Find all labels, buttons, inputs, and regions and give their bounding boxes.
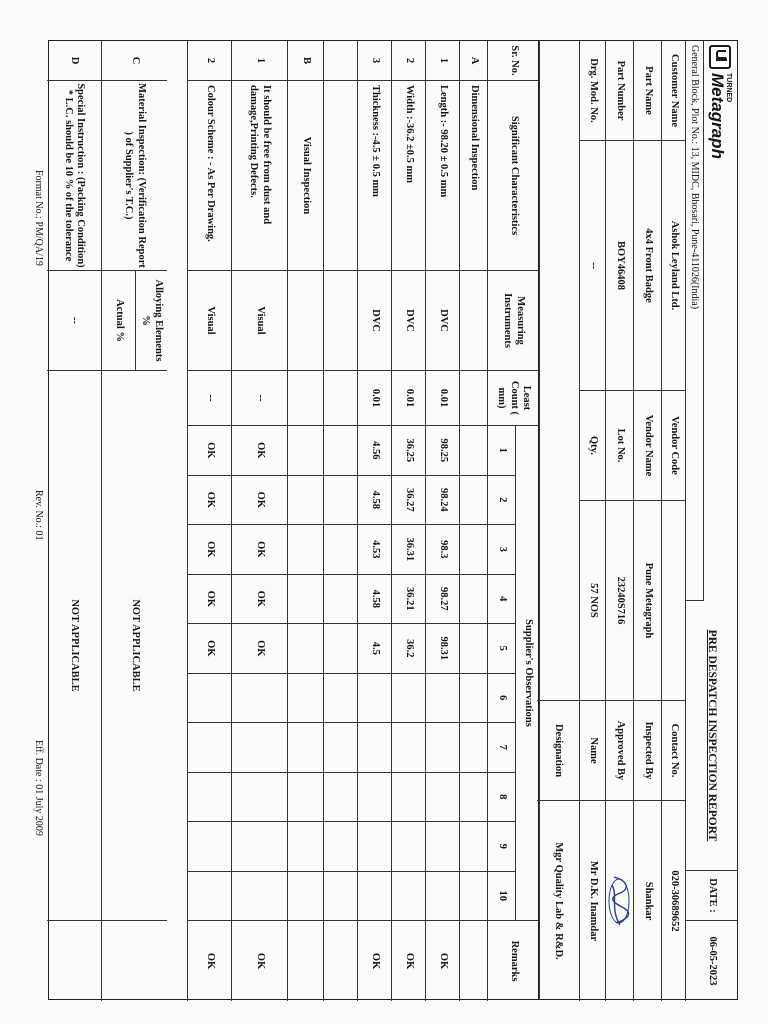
row-observation <box>287 426 323 476</box>
row-observation: 98.27 <box>425 575 459 625</box>
row-observation <box>323 822 357 872</box>
row-observation <box>459 822 487 872</box>
obs-number-header: 8 <box>487 773 515 823</box>
material-desc: Material Inspection: (Verification Report ) of Supplier's T.C.) <box>101 81 167 271</box>
row-observation <box>391 674 425 724</box>
name-value: Mr D.K. Inamdar <box>579 801 605 1001</box>
row-observation <box>231 674 287 724</box>
row-instrument <box>323 271 357 371</box>
col-lc-header: Least Count ( mm) <box>487 371 539 426</box>
qty-label: Qty. <box>579 391 605 501</box>
row-observation <box>357 674 391 724</box>
row-observation <box>425 822 459 872</box>
col-sr-header: Sr. No. <box>487 41 539 81</box>
row-observation <box>391 773 425 823</box>
obs-number-header: 10 <box>487 872 515 922</box>
special-desc: Special Instruction : (Packing Condition) * L.C. should be 10 % of the tolerance <box>47 81 101 271</box>
special-inst: -- <box>47 271 101 371</box>
approved-signature <box>605 801 633 1001</box>
row-observation: 4.5 <box>357 624 391 674</box>
row-characteristic: Length :- 98.20 ± 0.5 mm <box>425 81 459 271</box>
vendor-name-value: Pune Metagraph <box>633 501 661 701</box>
header-block <box>538 40 738 1000</box>
row-least-count <box>459 371 487 426</box>
row-observation: OK <box>187 575 231 625</box>
part-number-label: Part Number <box>605 41 633 141</box>
contact-label: Contact No. <box>661 701 685 801</box>
obs-number-header: 9 <box>487 822 515 872</box>
row-observation: 98.3 <box>425 525 459 575</box>
row-least-count <box>323 371 357 426</box>
row-sr: 1 <box>425 41 459 81</box>
lot-label: Lot No. <box>605 391 633 501</box>
logo-small-text: TURNED <box>725 73 733 103</box>
row-characteristic: Colour Scheme : - As Per Drawing. <box>187 81 231 271</box>
row-observation: 36.25 <box>391 426 425 476</box>
row-observation <box>323 674 357 724</box>
alloy-label: Alloying Elements % <box>135 271 167 371</box>
company-logo <box>710 45 732 159</box>
special-remarks <box>47 921 101 1001</box>
row-observation <box>323 575 357 625</box>
logo-word: Metagraph <box>708 73 727 159</box>
row-observation <box>391 822 425 872</box>
col-sig-header: Significant Characteristics <box>487 81 539 271</box>
material-not-applicable: NOT APPLICABLE <box>101 371 167 921</box>
row-observation <box>187 773 231 823</box>
row-characteristic: Width :-36.2 ±0.5 mm <box>391 81 425 271</box>
row-observation <box>287 872 323 922</box>
obs-number-header: 5 <box>487 624 515 674</box>
vendor-code-label: Vendor Code <box>661 391 685 501</box>
row-observation <box>459 525 487 575</box>
row-observation <box>323 525 357 575</box>
logo-cell <box>703 41 737 601</box>
row-observation <box>459 624 487 674</box>
obs-number-header: 4 <box>487 575 515 625</box>
row-observation <box>323 426 357 476</box>
row-least-count <box>287 371 323 426</box>
row-least-count: 0.01 <box>425 371 459 426</box>
row-observation <box>459 575 487 625</box>
row-remarks: OK <box>187 921 231 1001</box>
name-label: Name <box>579 701 605 801</box>
row-instrument <box>287 271 323 371</box>
row-characteristic: Visual Inspection <box>287 81 323 271</box>
row-observation <box>391 723 425 773</box>
row-observation: 4.53 <box>357 525 391 575</box>
row-observation <box>323 872 357 922</box>
obs-number-header: 2 <box>487 476 515 526</box>
row-observation: OK <box>187 476 231 526</box>
row-characteristic <box>323 81 357 271</box>
drg-label: Drg. Mod. No. <box>579 41 605 141</box>
row-instrument: Visual <box>187 271 231 371</box>
row-observation <box>459 723 487 773</box>
special-not-applicable: NOT APPLICABLE <box>47 371 101 921</box>
signature-mark <box>606 871 632 931</box>
row-observation <box>425 674 459 724</box>
row-observation: 36.27 <box>391 476 425 526</box>
row-instrument: Visual <box>231 271 287 371</box>
row-observation <box>357 822 391 872</box>
row-sr: B <box>287 41 323 81</box>
row-observation <box>323 773 357 823</box>
row-observation: 4.58 <box>357 476 391 526</box>
row-observation: 36.2 <box>391 624 425 674</box>
row-observation <box>459 773 487 823</box>
lot-value: 23240S716 <box>605 501 633 701</box>
row-observation: OK <box>231 575 287 625</box>
format-no: Format No.: PM/QA/19 <box>33 170 44 266</box>
row-least-count: 0.01 <box>357 371 391 426</box>
report-title: PRE DESPATCH INSPECTION REPORT <box>685 601 737 871</box>
row-observation <box>287 575 323 625</box>
vendor-code-value <box>661 501 685 701</box>
row-least-count: -- <box>231 371 287 426</box>
inspected-value: Shankar <box>633 801 661 1001</box>
row-observation <box>187 723 231 773</box>
row-observation <box>287 773 323 823</box>
customer-name-label: Customer Name <box>661 41 685 141</box>
material-sr: C <box>101 41 167 81</box>
row-observation <box>287 476 323 526</box>
row-observation <box>231 723 287 773</box>
row-sr <box>323 41 357 81</box>
row-observation <box>459 674 487 724</box>
company-address: General Block, Plot No.: 13, MIDC, Bhosari, Pune-411026(India) <box>685 41 703 601</box>
row-instrument <box>459 271 487 371</box>
row-remarks: OK <box>357 921 391 1001</box>
row-sr: 1 <box>231 41 287 81</box>
row-sr: 3 <box>357 41 391 81</box>
row-observation: OK <box>231 624 287 674</box>
row-sr: 2 <box>391 41 425 81</box>
row-remarks <box>287 921 323 1001</box>
row-observation <box>287 525 323 575</box>
row-least-count: -- <box>187 371 231 426</box>
date-label: DATE : <box>685 871 737 921</box>
row-observation: 98.25 <box>425 426 459 476</box>
row-observation <box>231 872 287 922</box>
row-observation <box>231 773 287 823</box>
drg-value: -- <box>579 141 605 391</box>
row-observation <box>425 773 459 823</box>
row-observation: OK <box>187 525 231 575</box>
inspection-report <box>28 40 738 1000</box>
row-observation <box>425 872 459 922</box>
row-sr: 2 <box>187 41 231 81</box>
row-observation: OK <box>187 426 231 476</box>
row-observation <box>459 476 487 526</box>
row-observation: OK <box>231 476 287 526</box>
row-observation <box>459 872 487 922</box>
row-least-count: 0.01 <box>391 371 425 426</box>
part-number-value: BOY46408 <box>605 141 633 391</box>
material-remarks <box>101 921 167 1001</box>
row-remarks: OK <box>425 921 459 1001</box>
row-observation <box>231 822 287 872</box>
row-observation: 98.31 <box>425 624 459 674</box>
row-observation <box>187 822 231 872</box>
row-observation <box>323 723 357 773</box>
row-observation <box>391 872 425 922</box>
eff-date: Eff. Date : 01 July 2009 <box>33 740 44 836</box>
row-observation <box>287 822 323 872</box>
row-remarks: OK <box>231 921 287 1001</box>
row-observation: OK <box>231 426 287 476</box>
special-sr: D <box>47 41 101 81</box>
vendor-name-label: Vendor Name <box>633 391 661 501</box>
approved-label: Approved By <box>605 701 633 801</box>
col-obs-header: Supplier's Observations <box>515 426 539 921</box>
obs-number-header: 7 <box>487 723 515 773</box>
inspected-label: Inspected By <box>633 701 661 801</box>
part-name-value: 4x4 Front Badge <box>633 141 661 391</box>
row-remarks: OK <box>391 921 425 1001</box>
obs-number-header: 3 <box>487 525 515 575</box>
row-observation <box>425 723 459 773</box>
rev-no: Rev. No.: 01 <box>33 490 44 541</box>
part-name-label: Part Name <box>633 41 661 141</box>
designation-value: Mgr Quality Lab & R&D. <box>553 842 565 960</box>
row-observation: 4.58 <box>357 575 391 625</box>
row-observation <box>287 674 323 724</box>
date-value: 06-05-2023 <box>685 921 737 1001</box>
obs-number-header: 6 <box>487 674 515 724</box>
row-instrument: DVC <box>357 271 391 371</box>
logo-text <box>710 73 732 159</box>
obs-number-header: 1 <box>487 426 515 476</box>
row-observation <box>187 674 231 724</box>
row-instrument: DVC <box>391 271 425 371</box>
row-observation <box>323 624 357 674</box>
contact-value: 020-30689652 <box>661 801 685 1001</box>
designation-label: Designation <box>537 701 579 801</box>
row-observation: 4.56 <box>357 426 391 476</box>
blank-cell-1 <box>537 41 579 701</box>
row-observation <box>357 773 391 823</box>
row-observation <box>357 872 391 922</box>
row-instrument: DVC <box>425 271 459 371</box>
row-observation: 36.21 <box>391 575 425 625</box>
row-observation <box>323 476 357 526</box>
logo-icon <box>710 45 732 69</box>
actual-label: Actual % <box>101 271 135 371</box>
customer-name-value: Ashok Leyland Ltd. <box>661 141 685 391</box>
row-characteristic: Dimensional Inspection <box>459 81 487 271</box>
row-observation <box>357 723 391 773</box>
row-observation: 36.31 <box>391 525 425 575</box>
row-sr: A <box>459 41 487 81</box>
row-observation: OK <box>231 525 287 575</box>
row-observation: OK <box>187 624 231 674</box>
col-inst-header: Measuring Instruments <box>487 271 539 371</box>
qty-value: 57 NOS <box>579 501 605 701</box>
col-remarks-header: Remarks <box>487 921 539 1001</box>
row-characteristic: It should be free from dust and damage,Printing Defects. <box>231 81 287 271</box>
row-observation <box>459 426 487 476</box>
inspection-table <box>48 40 540 1000</box>
row-observation <box>187 872 231 922</box>
row-remarks <box>459 921 487 1001</box>
row-observation <box>287 723 323 773</box>
row-observation <box>287 624 323 674</box>
row-observation: 98.24 <box>425 476 459 526</box>
row-remarks <box>323 921 357 1001</box>
row-characteristic: Thickness :-4.5 ± 0.5 mm <box>357 81 391 271</box>
